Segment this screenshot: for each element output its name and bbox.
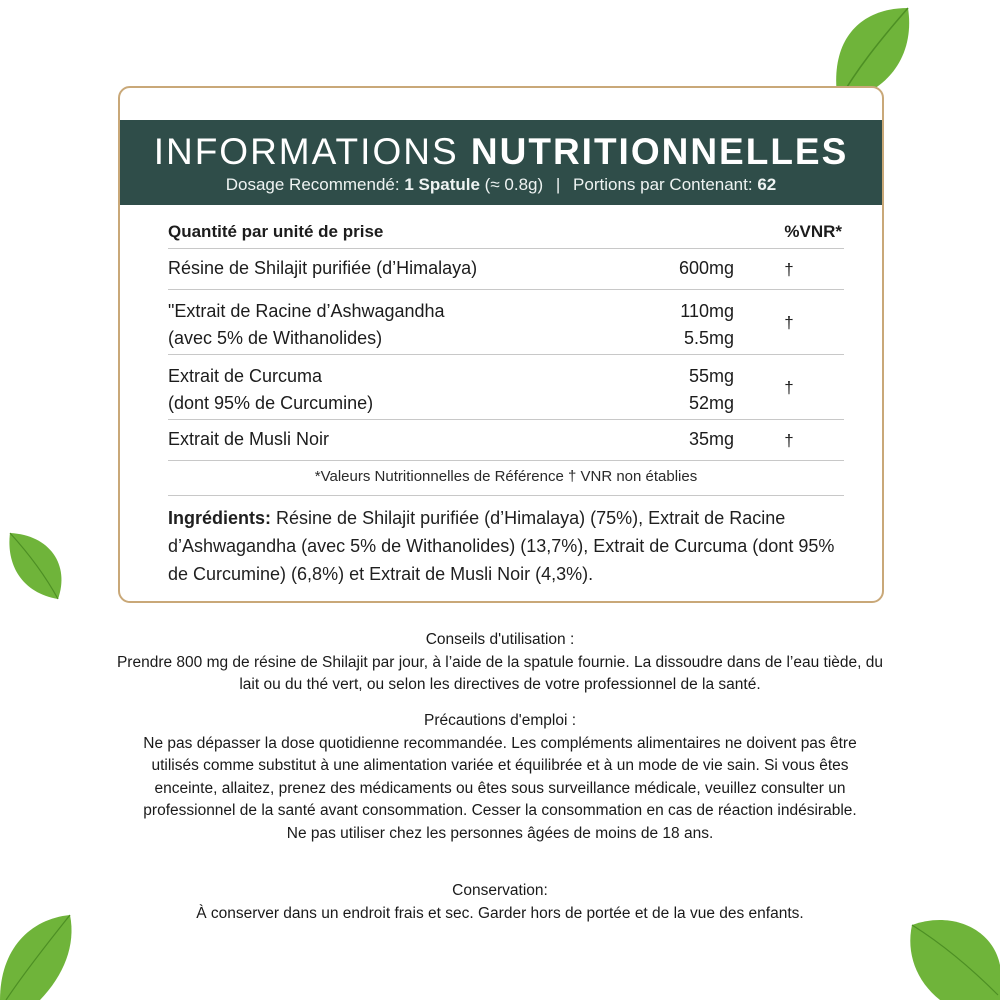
dosage-extra: (≈ 0.8g) [484,175,544,194]
usage-heading: Conseils d'utilisation : [425,631,575,648]
column-header-vnr: %VNR* [784,222,842,241]
panel-header [120,120,882,205]
conservation-text: À conserver dans un endroit frais et sec. Garder hors de portée et de la vue des enfants. [196,904,804,922]
nutrient-name: "Extrait de Racine d’Ashwagandha (avec 5% de Withanolides) [168,301,445,348]
title-bold: NUTRITIONNELLES [470,131,849,172]
nutrient-amount: 35mg [688,429,734,449]
table-row [168,355,844,420]
portions-value: 62 [757,175,777,194]
leaf-icon [0,905,80,1000]
table-header [168,216,844,249]
ingredients-label: Ingrédients: [168,508,272,528]
title-light: INFORMATIONS [153,131,459,172]
table-row [168,290,844,355]
nutrition-table [168,216,844,588]
page-title [120,130,882,174]
table-row [168,249,844,290]
conservation-section [110,880,890,925]
conservation-heading: Conservation: [452,882,548,899]
dosage-value: 1 Spatule [404,175,480,194]
table-footnote: *Valeurs Nutritionnelles de Référence † VNR non établies [168,461,844,496]
precautions-heading: Précautions d'emploi : [423,712,576,729]
nutrient-amount: 600mg [678,258,734,278]
nutrient-amount: 55mg 52mg [688,366,734,413]
nutrient-vnr: † [784,430,794,450]
portions-label: Portions par Contenant: [573,175,753,194]
precautions-text: Ne pas dépasser la dose quotidienne recommandée. Les compléments alimentaires ne doivent pas être utilisés comme substitut à une alimentation variée et équilibrée et à un mode de vie sain. Si vous êtes enceinte, allaitez, prenez des médicaments ou êtes sous surveillance médicale, veuillez consulter un professionnel de la santé avant consommation. Cesser la consommation en cas de réaction indésirable. Ne pas utiliser chez les personnes âgées de moins de 18 ans. [143,734,857,842]
ingredients-list: Résine de Shilajit purifiée (d’Himalaya) (75%), Extrait de Racine d’Ashwagandha (avec 5% de Withanolides) (13,7%), Extrait de Curcuma (dont 95% de Curcumine) (6,8%) et Extrait de Musli Noir (4,3%). [168,508,835,584]
nutrient-vnr: † [784,259,794,279]
nutrient-name: Résine de Shilajit purifiée (d’Himalaya) [168,258,478,278]
dosage-line [120,174,882,196]
nutrient-amount: 110mg 5.5mg [680,301,734,348]
nutrient-name: Extrait de Curcuma (dont 95% de Curcumine) [168,366,374,413]
nutrient-vnr: † [784,377,794,397]
leaf-icon [0,525,75,605]
table-row [168,420,844,461]
dosage-label: Dosage Recommendé: [225,175,400,194]
usage-text: Prendre 800 mg de résine de Shilajit par jour, à l’aide de la spatule fournie. La dissoudre dans de l’eau tiède, du lait ou du thé vert, ou selon les directives de votre professionnel de la santé. [116,653,884,693]
nutrient-name: Extrait de Musli Noir [168,429,330,449]
nutrient-vnr: † [784,312,794,332]
ingredients-text [168,496,844,588]
nutrition-panel [118,86,884,603]
separator: | [555,175,561,194]
column-header-quantity: Quantité par unité de prise [168,222,384,241]
usage-section [110,629,890,697]
leaf-icon [900,905,1000,1000]
precautions-section [135,710,865,845]
